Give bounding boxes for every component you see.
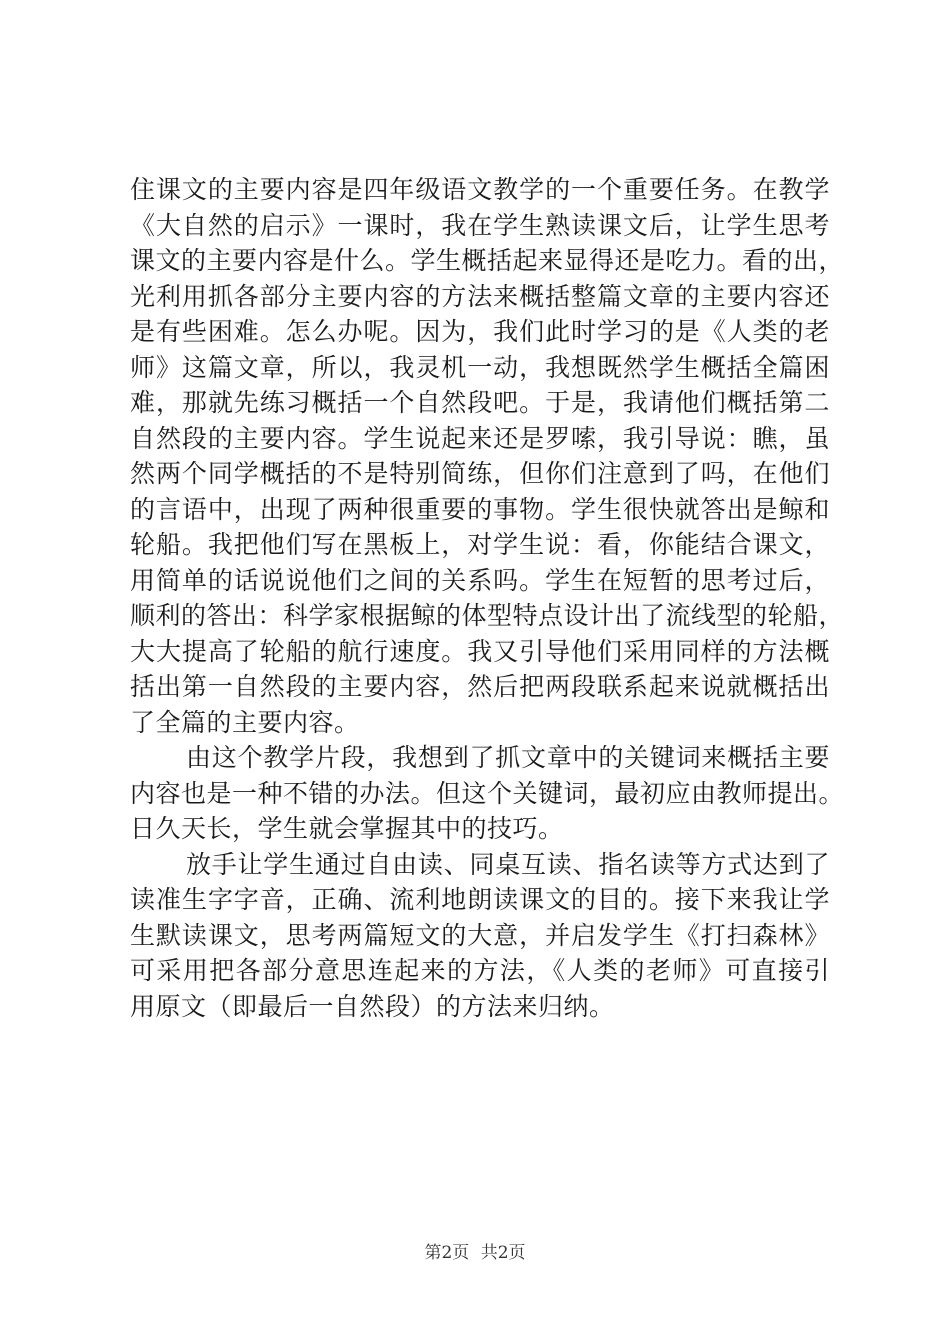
text-line: 用原文（即最后一自然段）的方法来归纳。	[130, 991, 615, 1021]
text-line: 住课文的主要内容是四年级语文教学的一个重要任务。在教学	[130, 175, 830, 204]
paragraph-2	[130, 740, 845, 847]
paragraph-1	[130, 172, 845, 740]
text-line: 生默读课文，思考两篇短文的大意，并启发学生《打扫森林》	[130, 920, 830, 950]
text-line: 日久天长，学生就会掌握其中的技巧。	[130, 814, 564, 843]
page-number: 第2页	[424, 1243, 470, 1263]
text-line: 然两个同学概括的不是特别简练，但你们注意到了吗，在他们	[130, 459, 830, 488]
text-line: 自然段的主要内容。学生说起来还是罗嗦，我引导说：瞧，虽	[130, 423, 830, 453]
text-line: 由这个教学片段，我想到了抓文章中的关键词来概括主要	[186, 743, 830, 772]
page-footer	[0, 1242, 950, 1264]
text-line: 大大提高了轮船的航行速度。我又引导他们采用同样的方法概	[130, 636, 830, 666]
text-line: 光利用抓各部分主要内容的方法来概括整篇文章的主要内容还	[130, 281, 830, 311]
text-line: 放手让学生通过自由读、同桌互读、指名读等方式达到了	[186, 849, 830, 879]
page-total: 共2页	[480, 1243, 526, 1263]
text-line: 的言语中，出现了两种很重要的事物。学生很快就答出是鲸和	[130, 494, 830, 524]
text-line: 是有些困难。怎么办呢。因为，我们此时学习的是《人类的老	[130, 317, 830, 346]
text-line: 师》这篇文章，所以，我灵机一动，我想既然学生概括全篇困	[130, 352, 830, 382]
text-line: 轮船。我把他们写在黑板上，对学生说：看，你能结合课文，	[130, 530, 830, 559]
text-line: 课文的主要内容是什么。学生概括起来显得还是吃力。看的出，	[130, 246, 845, 275]
paragraph-3	[130, 847, 830, 1025]
text-line: 括出第一自然段的主要内容，然后把两段联系起来说就概括出	[130, 672, 830, 701]
text-line: 难，那就先练习概括一个自然段吧。于是，我请他们概括第二	[130, 388, 830, 417]
document-body	[130, 172, 845, 1024]
text-line: 顺利的答出：科学家根据鲸的体型特点设计出了流线型的轮船，	[130, 601, 845, 630]
text-line: 内容也是一种不错的办法。但这个关键词，最初应由教师提出。	[130, 778, 845, 808]
text-line: 《大自然的启示》一课时，我在学生熟读课文后，让学生思考	[130, 210, 830, 240]
text-line: 可采用把各部分意思连起来的方法，《人类的老师》可直接引	[130, 956, 830, 985]
text-line: 用简单的话说说他们之间的关系吗。学生在短暂的思考过后，	[130, 565, 830, 595]
text-line: 读准生字字音，正确、流利地朗读课文的目的。接下来我让学	[130, 885, 830, 914]
text-line: 了全篇的主要内容。	[130, 707, 360, 737]
